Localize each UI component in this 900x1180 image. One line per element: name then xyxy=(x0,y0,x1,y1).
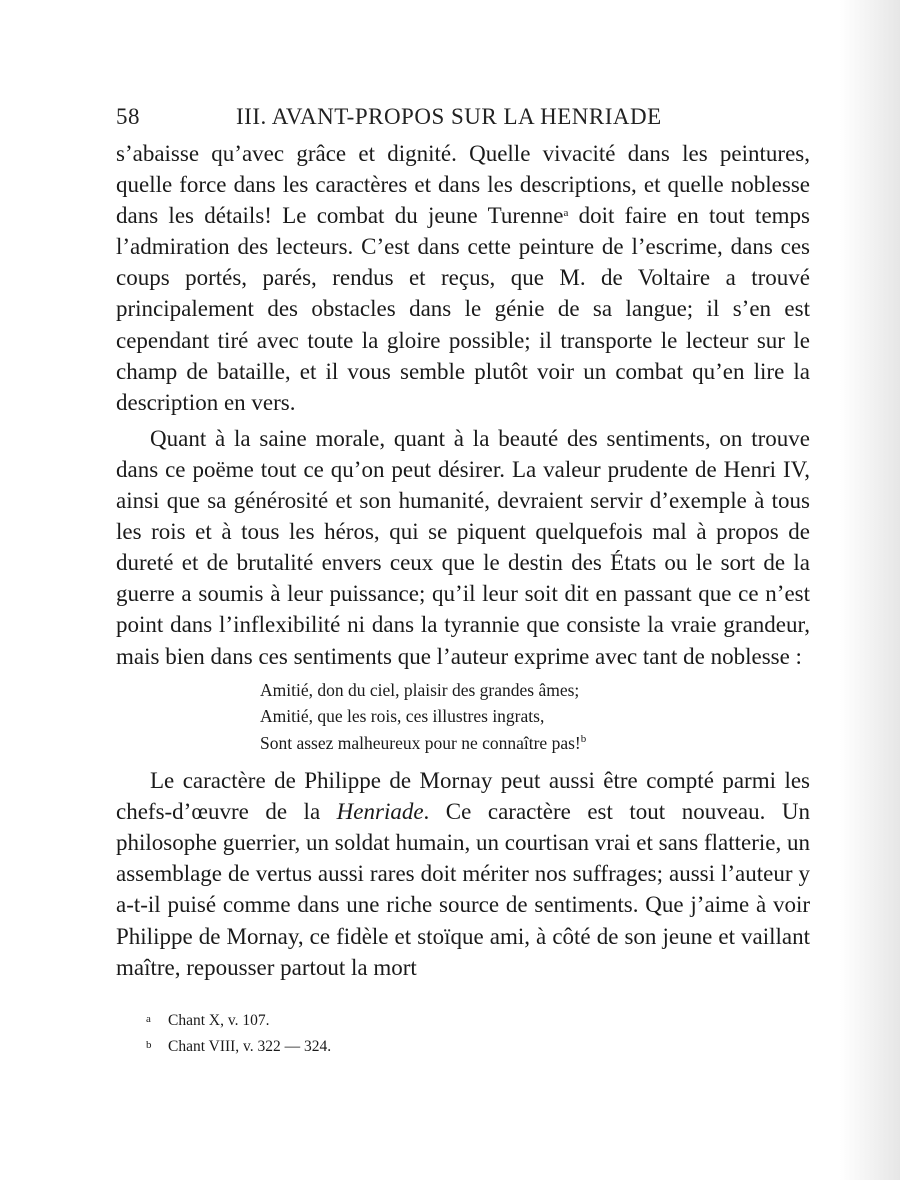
running-head xyxy=(116,104,810,138)
footnote-b-mark: b xyxy=(146,1038,152,1051)
running-title: III. AVANT-PROPOS SUR LA HENRIADE xyxy=(236,104,662,129)
footnote-a-mark: a xyxy=(146,1012,151,1025)
page-number: 58 xyxy=(116,104,140,129)
paragraph-1-text-b: doit faire en tout temps l’admiration des lecteurs. C’est dans cette peinture de l’escrime, dans ces coups portés, parés, rendus et reçus, que M. de Voltaire a trouvé principalement des obstacles dans le génie de sa langue; il s’en est cependant tiré avec toute la gloire possible; il transporte le lecteur sur le champ de bataille, et il vous semble plutôt voir un combat qu’en lire la description en vers. xyxy=(116,203,810,415)
work-title-henriade: Henriade xyxy=(336,799,424,825)
paragraph-3-text-a: Le caractère de Philippe de Mornay peut aussi être compté parmi les chefs-d’œuvre de la xyxy=(116,768,810,825)
verse-line-1: Amitié, don du ciel, plaisir des grandes âmes; xyxy=(260,679,580,700)
paragraph-1-text-a: s’abaisse qu’avec grâce et dignité. Quelle vivacité dans les peintures, quelle force dans les caractères et dans les descriptions, et quelle noblesse dans les détails! Le combat du jeune Turenne xyxy=(116,141,810,229)
verse-line-3-text: Sont assez malheureux pour ne connaître pas! xyxy=(260,732,581,753)
footnote-ref-b[interactable]: b xyxy=(580,732,587,745)
footnote-a xyxy=(146,1007,810,1033)
page-edge-shadow xyxy=(840,0,900,1180)
verse-line-3 xyxy=(260,730,810,757)
footnote-b xyxy=(146,1033,810,1059)
paragraph-3-text-b: . Ce caractère est tout nouveau. Un philosophe guerrier, un soldat humain, un courtisan vrai et sans flatterie, un assemblage de vertus aussi rares doit mériter nos suffrages; aussi l’auteur y a-t-il puisé comme dans une riche source de sentiments. Que j’aime à voir Philippe de Mornay, ce fidèle et stoïque ami, à côté de son jeune et vaillant maître, repousser partout la mort xyxy=(116,799,811,980)
footnotes xyxy=(116,1007,810,1059)
page-content xyxy=(116,104,810,1059)
verse-line-2: Amitié, que les rois, ces illustres ingrats, xyxy=(260,706,545,727)
verse-quotation xyxy=(260,677,810,757)
paragraph-2: Quant à la saine morale, quant à la beauté des sentiments, on trouve dans ce poëme tout ce qu’on peut désirer. La valeur prudente de Henri IV, ainsi que sa générosité et son humanité, devraient servir d’exemple à tous les rois et à tous les héros, qui se piquent quelquefois mal à propos de dureté et de brutalité envers ceux que le destin des États ou le sort de la guerre a soumis à leur puissance; qu’il leur soit dit en passant que ce n’est point dans l’inflexibilité ni dans la tyrannie que consiste la vraie grandeur, mais bien dans ces sentiments que l’auteur exprime avec tant de noblesse : xyxy=(116,425,810,669)
paragraph-1 xyxy=(116,138,810,418)
footnote-b-text: Chant VIII, v. 322 — 324. xyxy=(168,1037,332,1055)
footnote-a-text: Chant X, v. 107. xyxy=(168,1011,270,1029)
footnote-ref-a[interactable]: a xyxy=(563,207,569,220)
paragraph-3 xyxy=(116,765,810,983)
